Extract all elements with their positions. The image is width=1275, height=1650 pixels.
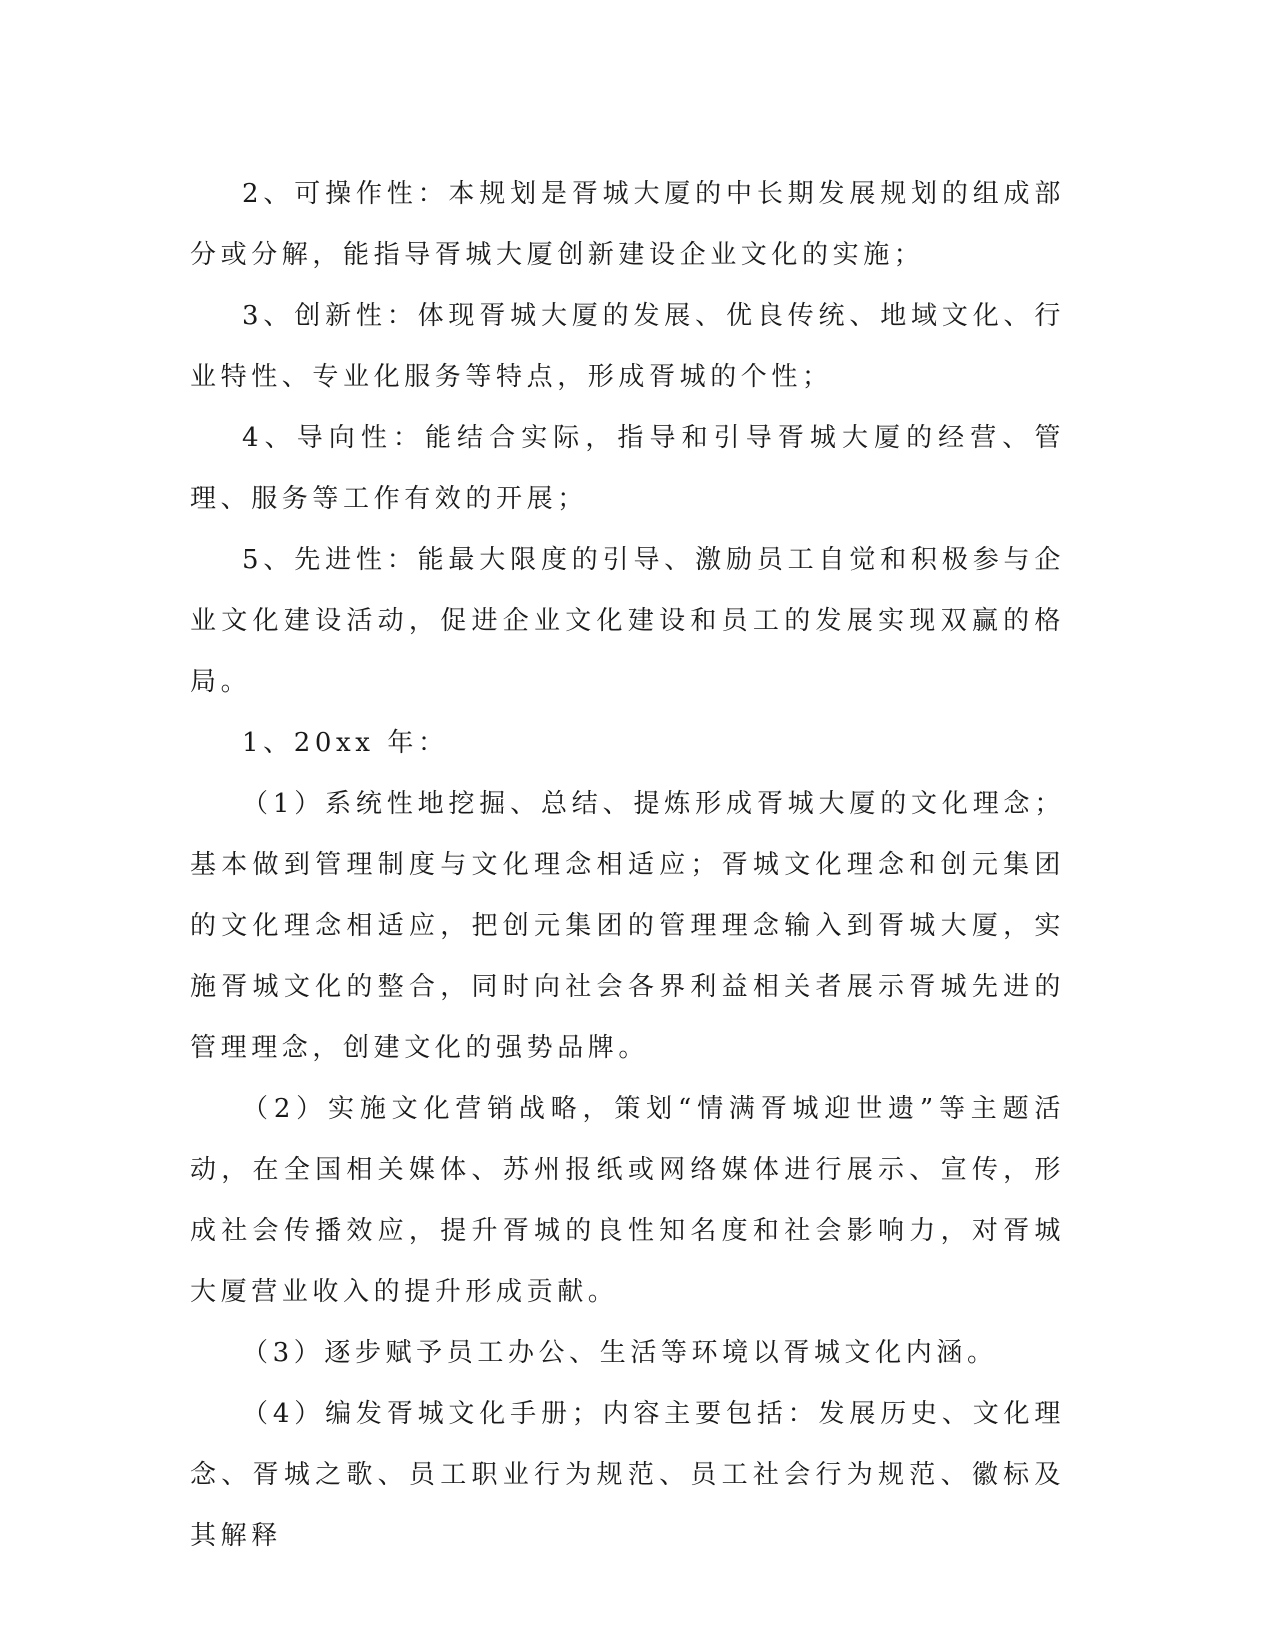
document-body [190, 164, 1065, 1567]
paragraph-guidance: 4、导向性：能结合实际，指导和引导胥城大厦的经营、管理、服务等工作有效的开展； [190, 423, 1065, 514]
paragraph-operability: 2、可操作性：本规划是胥城大厦的中长期发展规划的组成部分或分解，能指导胥城大厦创新建设企业文化的实施； [190, 179, 1065, 270]
paragraph-innovation: 3、创新性：体现胥城大厦的发展、优良传统、地域文化、行业特性、专业化服务等特点，形成胥城的个性； [190, 301, 1065, 392]
paragraph-advanced: 5、先进性：能最大限度的引导、激励员工自觉和积极参与企业文化建设活动，促进企业文化建设和员工的发展实现双赢的格局。 [190, 545, 1065, 697]
section-year-heading: 1、20xx 年： [242, 728, 449, 758]
paragraph-item-1: （1）系统性地挖掘、总结、提炼形成胥城大厦的文化理念；基本做到管理制度与文化理念相适应；胥城文化理念和创元集团的文化理念相适应，把创元集团的管理理念输入到胥城大厦，实施胥城文化的整合，同时向社会各界利益相关者展示胥城先进的管理理念，创建文化的强势品牌。 [190, 789, 1065, 1063]
paragraph-item-2: （2）实施文化营销战略，策划“情满胥城迎世遗”等主题活动，在全国相关媒体、苏州报纸或网络媒体进行展示、宣传，形成社会传播效应，提升胥城的良性知名度和社会影响力，对胥城大厦营业收入的提升形成贡献。 [190, 1094, 1065, 1307]
paragraph-item-4: （4）编发胥城文化手册；内容主要包括：发展历史、文化理念、胥城之歌、员工职业行为规范、员工社会行为规范、徽标及其解释 [190, 1399, 1065, 1551]
paragraph-item-3: （3）逐步赋予员工办公、生活等环境以胥城文化内涵。 [242, 1338, 998, 1368]
